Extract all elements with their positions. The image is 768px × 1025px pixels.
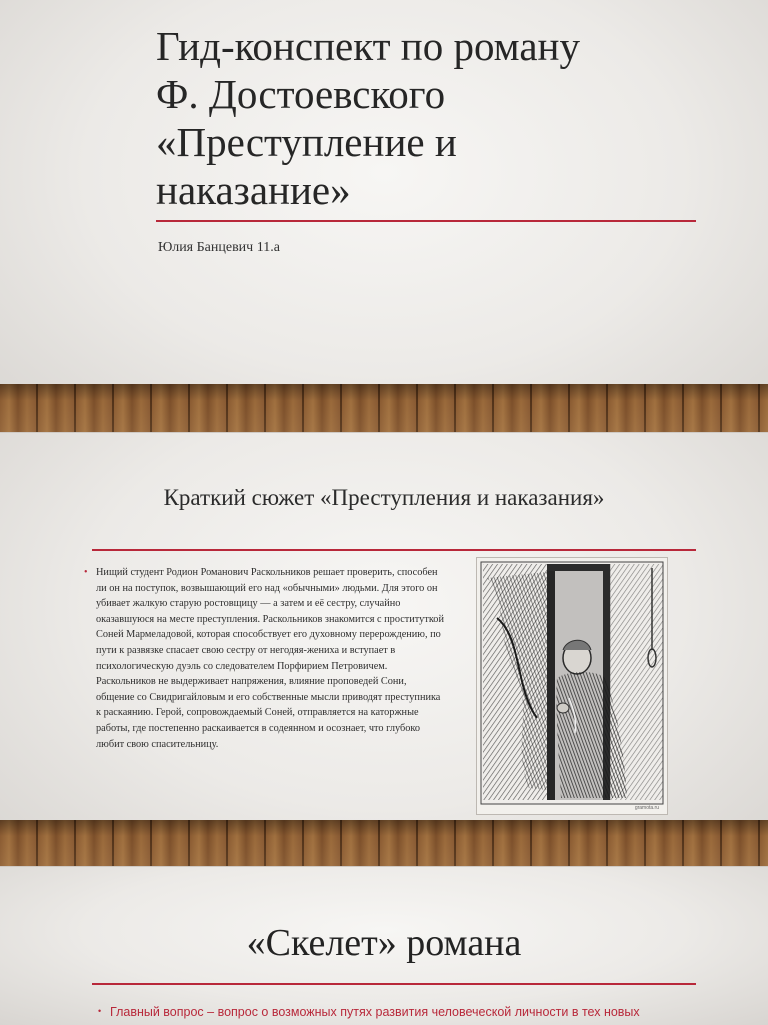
slide-heading: «Скелет» романа xyxy=(246,922,522,964)
title-line: Гид-конспект по роману xyxy=(156,23,580,69)
title-line: Ф. Достоевского xyxy=(156,71,446,117)
skeleton-slide xyxy=(0,866,768,1025)
heading-divider xyxy=(92,983,696,985)
heading-divider xyxy=(92,549,696,551)
slide-title xyxy=(156,22,716,214)
title-slide xyxy=(0,0,768,432)
wood-floor xyxy=(0,820,768,866)
author-subtitle: Юлия Банцевич 11.а xyxy=(158,240,280,255)
illustration-drawing xyxy=(477,558,667,814)
image-credit: gramota.ru xyxy=(634,805,659,811)
title-divider xyxy=(156,220,696,222)
main-question xyxy=(98,1005,750,1019)
plot-slide xyxy=(0,432,768,866)
plot-summary-text: Нищий студент Родион Романович Раскольников решает проверить, способен ли он на поступок, возвышающий его над «обычными» людьми. Для этого он убивает жалкую старую ростовщицу — а затем и её сестру, случайно оказавшуюся на месте преступления. Раскольников знакомится с проституткой Соней Мармеладовой, которая способствует его духовному перерождению, по пути к развязке спасает свою сестру от негодяя-жениха и вступает в психологическую дуэль со следователем Порфирием Петровичем. Раскольников не выдерживает напряжения, влияние проповедей Сони, общение со Свидригайловым и его собственные мысли приводят преступника к раскаянию. Герой, сопровождаемый Соней, отправляется на каторжные работы, где постепенно раскаивается в содеянном и осознает, что глубоко любит свою спасительницу. xyxy=(96,567,444,750)
plot-summary xyxy=(84,565,446,752)
wood-floor xyxy=(0,384,768,432)
title-line: наказание» xyxy=(156,167,351,213)
bullet-marker: • xyxy=(98,1006,102,1016)
slide-heading: Краткий сюжет «Преступления и наказания» xyxy=(163,485,605,510)
title-line: «Преступление и xyxy=(156,119,457,165)
bullet-marker: • xyxy=(84,567,88,578)
main-question-text: Главный вопрос – вопрос о возможных путях развития человеческой личности в тех новых xyxy=(110,1005,640,1019)
engraving-old-woman-at-door-icon xyxy=(476,557,668,815)
